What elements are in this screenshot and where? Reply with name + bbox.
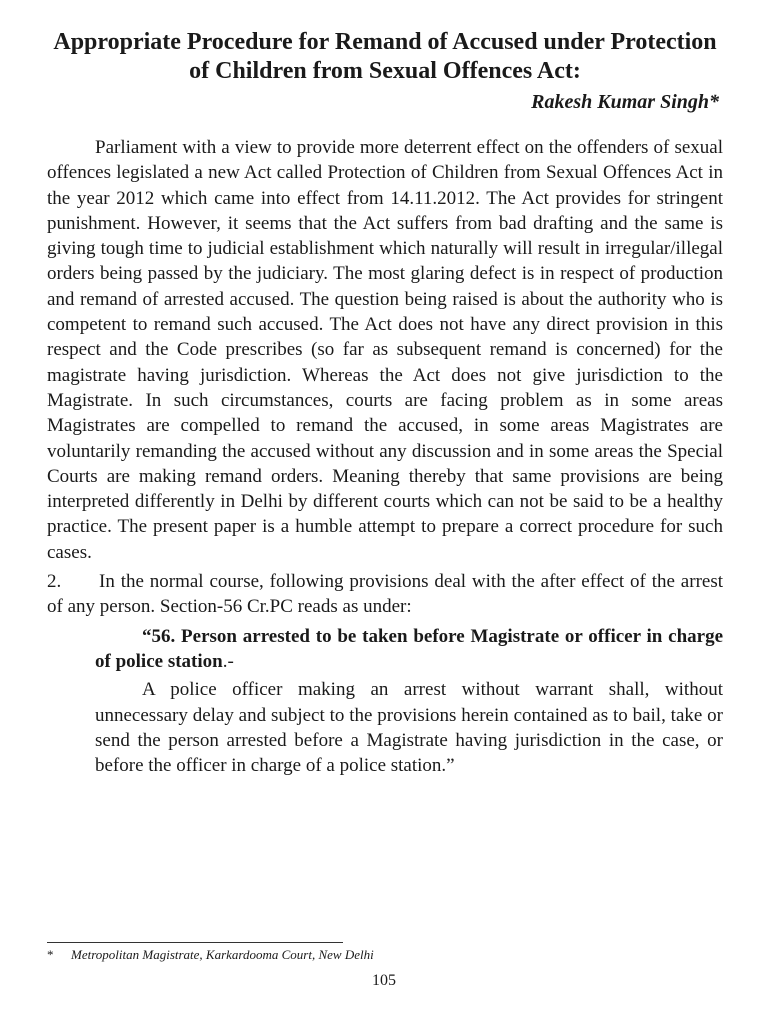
intro-paragraph: Parliament with a view to provide more deterrent effect on the offenders of sexual offences legislated a new Act called Protection of Children from Sexual Offences Act in the year 2012 which came into effect from 14.11.2012. The Act provides for stringent punishment. However, it seems that the Act suffers from bad drafting and the same is giving tough time to judicial establishment which naturally will result in irregular/illegal orders being passed by the judiciary. The most glaring defect is in respect of production and remand of arrested accused. The question being raised is about the authority who is competent to remand such accused. The Act does not have any direct provision in this respect and the Code prescribes (so far as subsequent remand is concerned) for the magistrate having jurisdiction. Whereas the Act does not give jurisdiction to the Magistrate. In such circumstances, courts are facing problem as in some areas Magistrates are compelled to remand the accused, in some areas Magistrates are voluntarily remanding the accused without any discussion and in some areas the Special Courts are making remand orders. Meaning thereby that same provisions are being interpreted differently in Delhi by different courts which can not be said to be a healthy practice. The present paper is a humble attempt to prepare a correct procedure for such cases. [47, 137, 723, 563]
document-page [47, 28, 723, 778]
footnote [47, 947, 374, 963]
footnote-marker: * [47, 947, 54, 962]
statute-quote [95, 624, 723, 779]
section-2-paragraph [47, 569, 723, 620]
article-author: Rakesh Kumar Singh* [531, 91, 719, 113]
quote-heading [95, 624, 723, 675]
article-title: Appropriate Procedure for Remand of Accused under Protection of Children from Sexual Offences Act: [53, 29, 717, 84]
section-2-text: In the normal course, following provisions deal with the after effect of the arrest of any person. Section-56 Cr.PC reads as under: [47, 571, 723, 618]
footnote-text: Metropolitan Magistrate, Karkardooma Court, New Delhi [71, 947, 374, 962]
page-number: 105 [372, 972, 396, 989]
quote-body: A police officer making an arrest without warrant shall, without unnecessary delay and subject to the provisions herein contained as to bail, take or send the person arrested before a Magistrate having jurisdiction in the case, or before the officer in charge of a police station.” [95, 679, 723, 777]
quote-heading-bold: “56. Person arrested to be taken before Magistrate or officer in charge of police station [95, 625, 723, 672]
quote-heading-tail: .- [222, 650, 234, 672]
section-number: 2. [47, 571, 62, 593]
footnote-divider [47, 942, 343, 943]
